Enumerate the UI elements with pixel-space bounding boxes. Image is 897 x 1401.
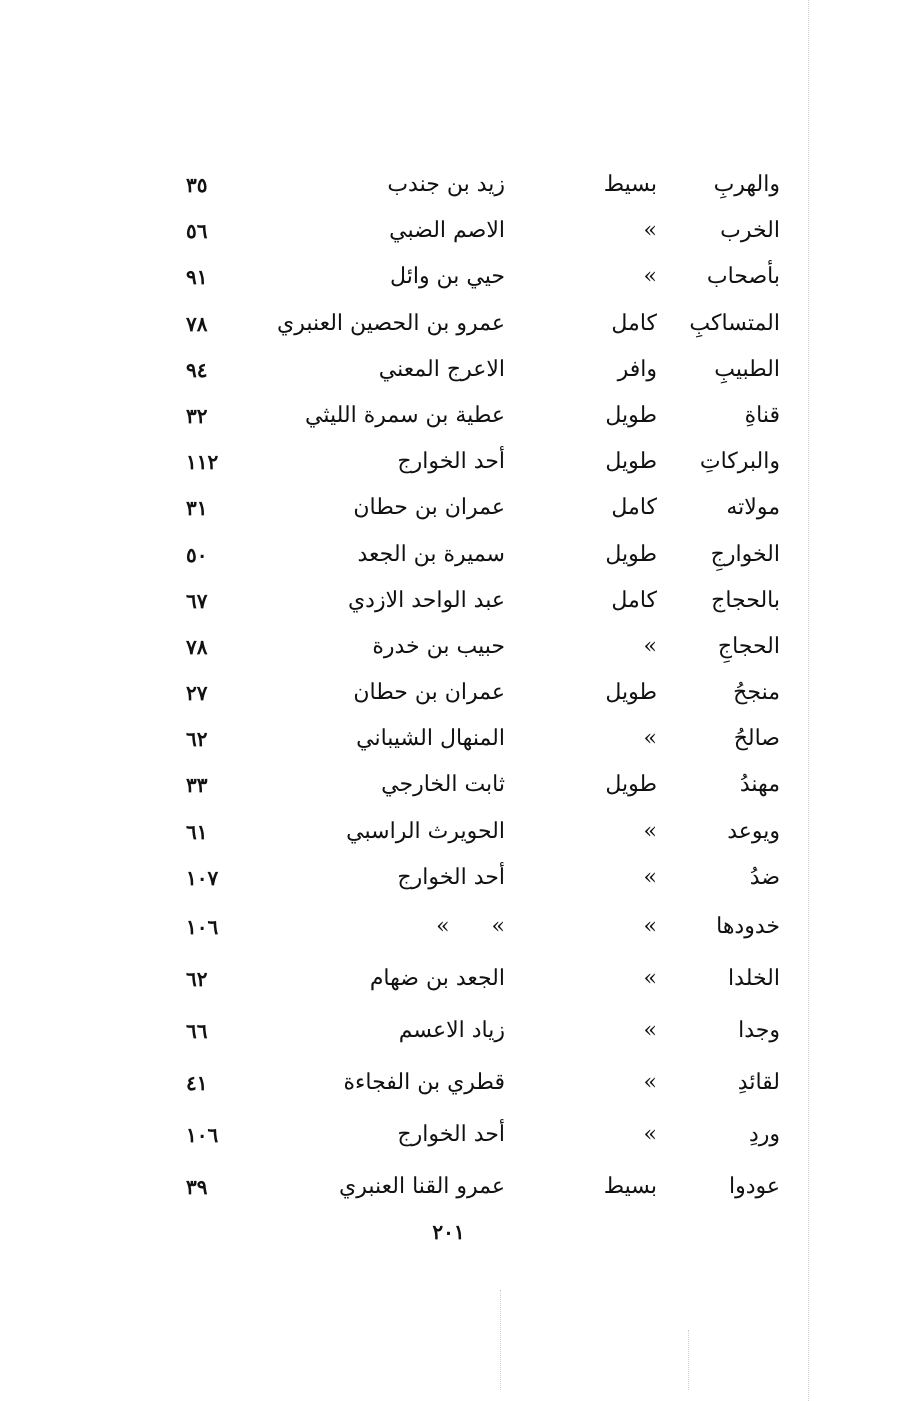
poet-name: زيد بن جندب — [387, 172, 505, 197]
page-number: ٤١ — [186, 1071, 208, 1095]
index-row — [0, 953, 897, 1005]
rhyme-word: والبركاتِ — [699, 449, 780, 475]
index-row — [0, 208, 897, 254]
index-row — [0, 624, 897, 670]
meter: » — [643, 914, 657, 939]
index-row — [0, 716, 897, 762]
poet-name: » » — [436, 914, 505, 939]
page-number: ٦٢ — [186, 967, 208, 991]
poet-name: حبيب بن خدرة — [372, 633, 505, 659]
page-number: ١٠٦ — [186, 915, 219, 939]
index-row — [0, 393, 897, 439]
rhyme-word: ويوعد — [727, 818, 780, 844]
index-row — [0, 347, 897, 393]
index-row — [0, 809, 897, 855]
rhyme-word: والهربِ — [713, 172, 780, 197]
rhyme-word: المتساكبِ — [689, 310, 780, 336]
meter: بسيط — [603, 172, 657, 197]
page-number: ٧٨ — [186, 311, 208, 336]
poet-name: الجعد بن ضهام — [369, 966, 505, 991]
rhyme-word: مولاته — [726, 495, 780, 521]
index-row — [0, 670, 897, 716]
meter: طويل — [605, 772, 657, 798]
index-row — [0, 485, 897, 531]
rhyme-word: لقائدِ — [737, 1070, 780, 1095]
meter: » — [643, 264, 657, 290]
page-number: ١١٢ — [186, 450, 219, 475]
index-row — [0, 1057, 897, 1109]
rhyme-word: عودوا — [728, 1174, 780, 1199]
page-number: ٩٤ — [186, 357, 208, 382]
poet-name: أحد الخوارج — [397, 1122, 505, 1147]
rhyme-word: بأصحاب — [706, 264, 780, 290]
meter: » — [643, 633, 657, 659]
meter: » — [643, 1018, 657, 1043]
page-number: ٣٩ — [186, 1175, 208, 1199]
rhyme-word: صالحُ — [733, 726, 780, 752]
index-row — [0, 439, 897, 485]
rhyme-word: خدودها — [716, 914, 780, 939]
rhyme-word: الخلدا — [728, 966, 780, 991]
page-number: ٩١ — [186, 265, 208, 290]
rhyme-word: الطبيبِ — [714, 356, 780, 382]
poet-name: زياد الاعسم — [398, 1018, 505, 1043]
index-row — [0, 1161, 897, 1213]
rhyme-word: منجحُ — [733, 680, 780, 706]
meter: » — [643, 966, 657, 991]
meter: طويل — [605, 449, 657, 475]
meter: كامل — [611, 587, 657, 613]
page-number: ٣٣ — [186, 773, 208, 798]
meter: » — [643, 818, 657, 844]
rhyme-word: قناةِ — [744, 402, 780, 428]
meter: كامل — [611, 495, 657, 521]
meter: طويل — [605, 680, 657, 706]
page-number: ٥٦ — [186, 219, 208, 244]
index-row — [0, 254, 897, 300]
index-row — [0, 901, 897, 953]
page-number: ٢٧ — [186, 681, 208, 706]
page-number: ٣٥ — [186, 173, 208, 197]
poet-name: عمران بن حطان — [353, 495, 505, 521]
page-number: ٦٧ — [186, 588, 208, 613]
index-row — [0, 855, 897, 901]
poet-name: قطري بن الفجاءة — [343, 1070, 505, 1095]
rhyme-word: وردِ — [748, 1122, 780, 1147]
meter: » — [643, 218, 657, 244]
scan-margin-line — [500, 1290, 501, 1390]
meter: » — [643, 1122, 657, 1147]
meter: » — [643, 1070, 657, 1095]
poet-name: عطية بن سمرة الليثي — [305, 402, 505, 428]
meter: بسيط — [603, 1174, 657, 1199]
poet-name: عمرو بن الحصين العنبري — [276, 310, 505, 336]
poet-name: أحد الخوارج — [397, 864, 505, 890]
meter: » — [643, 864, 657, 890]
index-row — [0, 162, 897, 208]
poet-name: سميرة بن الجعد — [357, 541, 505, 567]
rhyme-word: الخرب — [720, 218, 780, 244]
page-number: ٦٦ — [186, 1019, 208, 1043]
page-number: ٦٢ — [186, 727, 208, 752]
index-row — [0, 532, 897, 578]
page-number: ١٠٧ — [186, 865, 219, 890]
poet-name: حيي بن وائل — [390, 264, 505, 290]
page-number: ٣١ — [186, 496, 208, 521]
page-number: ٧٨ — [186, 634, 208, 659]
poet-name: عبد الواحد الازدي — [347, 587, 505, 613]
folio-page-number: ٢٠١ — [432, 1220, 465, 1244]
rhyme-word: الخوارجِ — [710, 541, 780, 567]
page-number: ١٠٦ — [186, 1123, 219, 1147]
meter: » — [643, 726, 657, 752]
poet-name: عمران بن حطان — [353, 680, 505, 706]
rhyme-word: ضدُ — [749, 864, 780, 890]
index-row — [0, 762, 897, 808]
index-row — [0, 1109, 897, 1161]
poet-name: الحويرث الراسبي — [346, 818, 505, 844]
rhyme-word: الحجاجِ — [717, 633, 780, 659]
meter: وافر — [617, 356, 657, 382]
index-row — [0, 301, 897, 347]
index-row — [0, 578, 897, 624]
poet-name: أحد الخوارج — [397, 449, 505, 475]
poet-name: الاصم الضبي — [389, 218, 505, 244]
rhyme-word: بالحجاج — [711, 587, 780, 613]
rhyme-word: مهندُ — [739, 772, 780, 798]
poetry-index-table — [0, 162, 897, 1213]
page-number: ٥٠ — [186, 542, 208, 567]
meter: كامل — [611, 310, 657, 336]
poet-name: المنهال الشيباني — [356, 726, 505, 752]
page-number: ٦١ — [186, 819, 208, 844]
rhyme-word: وجدا — [738, 1018, 780, 1043]
index-row — [0, 1005, 897, 1057]
scan-margin-line — [688, 1330, 689, 1390]
poet-name: عمرو القنا العنبري — [339, 1174, 505, 1199]
meter: طويل — [605, 402, 657, 428]
poet-name: الاعرج المعني — [378, 356, 505, 382]
poet-name: ثابت الخارجي — [381, 772, 505, 798]
meter: طويل — [605, 541, 657, 567]
page-number: ٣٢ — [186, 403, 208, 428]
